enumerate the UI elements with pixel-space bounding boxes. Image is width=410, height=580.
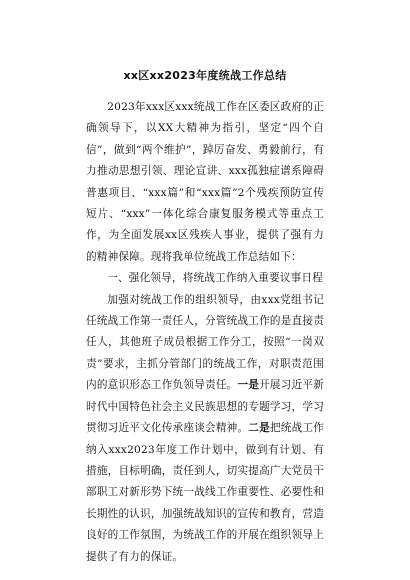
point-one-text: 开展习近平新时代中国特色社会主义民族思想的专题学习，学习贯彻习近平文化传承座谈会精神。 xyxy=(86,379,324,435)
section-1-text-a: 加强对统战工作的组织领导，由xxx党组书记任统战工作第一责任人，分管统战工作的是直接责任人，其他班子成员根据工作分工，按照“一岗双责”要求，主抓分管部门的统战工作，对职责范围内的意识形态工作负领导责任。 xyxy=(86,293,324,392)
point-two-label: 二是 xyxy=(248,422,270,435)
point-one-label: 一是 xyxy=(237,379,260,392)
section-1-paragraph xyxy=(86,290,324,568)
section-heading-1: 一、强化领导，将统战工作纳入重要议事日程 xyxy=(107,272,324,285)
document-title: xx区xx2023年度统战工作总结 xyxy=(123,69,287,82)
document-body xyxy=(86,97,324,568)
intro-paragraph: 2023年xxx区xxx统战工作在区委区政府的正确领导下，以XX大精神为指引，坚定“四个自信”，做到“两个维护”，踔厉奋发、勇毅前行，有力推动思想引领、理论宣讲、xxx孤独症谱系障碍普惠项目、“xxx篇”和“xxx篇”2个残疾预防宣传短片、“xxx”一体化综合康复服务模式等重点工作，为全面发展xx区残疾人事业，提供了强有力的精神保障。现将我单位统战工作总结如下： xyxy=(86,101,324,263)
point-two-text: 把统战工作纳入xxx2023年度工作计划中，做到有计划、有措施，目标明确，责任到人，切实提高广大党员干部职工对新形势下统一战线工作重要性、必要性和长期性的认识，加强统战知识的宣传和教育，营造良好的工作氛围，为统战工作的开展在组织领导上提供了有力的保证。 xyxy=(86,422,325,563)
